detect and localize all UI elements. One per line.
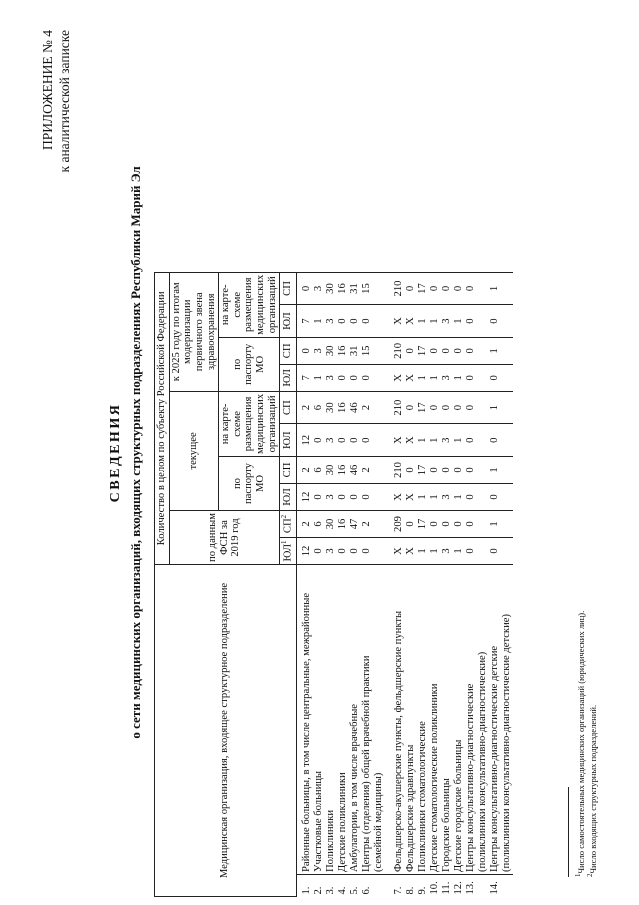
row-value [501, 337, 513, 364]
header-yul: ЮЛ [280, 364, 296, 391]
row-org-name: Фельдшерские здравпункты [405, 565, 417, 875]
row-value: X [405, 364, 417, 391]
row-gap [385, 272, 393, 896]
row-org-name: Детские стоматологические поликлиники [429, 565, 441, 875]
row-value: 3 [441, 305, 453, 338]
row-value: 3 [325, 364, 337, 391]
row-value: 1 [489, 457, 501, 484]
row-value: 3 [313, 337, 325, 364]
row-value [373, 457, 385, 484]
row-value: 1 [453, 538, 465, 565]
row-value: 0 [296, 337, 313, 364]
row-org-name: Поликлиники стоматологические [417, 565, 429, 875]
row-value [373, 337, 385, 364]
footnote-2: $^2$Число входящих структурных подразделений. [586, 704, 598, 877]
document-title: СВЕДЕНИЯ [108, 402, 123, 503]
row-value: 0 [349, 424, 361, 457]
row-value: 16 [337, 272, 349, 305]
gap-cell [385, 305, 393, 338]
row-value: 0 [337, 364, 349, 391]
row-value: 2 [296, 511, 313, 538]
row-value: 47 [349, 511, 361, 538]
row-value: 0 [465, 511, 477, 538]
row-value: 6 [313, 511, 325, 538]
gap-cell [385, 511, 393, 538]
row-value: 12 [296, 484, 313, 511]
header-sp: СП [280, 337, 296, 364]
row-value: 1 [489, 391, 501, 424]
row-value: 0 [465, 424, 477, 457]
row-value: 0 [429, 511, 441, 538]
row-value: 210 [393, 457, 405, 484]
header-sp: СП [280, 272, 296, 305]
row-value: 0 [489, 424, 501, 457]
row-value: 0 [349, 364, 361, 391]
gap-cell [385, 364, 393, 391]
row-value: 17 [417, 272, 429, 305]
footnote-1: $^1$Число самостоятельных медицинских организаций (юридических лиц). [574, 610, 586, 877]
header-2025-map: на карте-схеме размещения медицинских организаций [219, 272, 280, 337]
row-number: 12. [452, 881, 464, 895]
table-row [373, 272, 385, 896]
row-value: X [393, 424, 405, 457]
row-value: 6 [313, 457, 325, 484]
row-value: 30 [325, 511, 337, 538]
row-value [501, 305, 513, 338]
row-value: X [405, 484, 417, 511]
row-org-name: (поликлиники консультативно-диагностические детские) [501, 565, 513, 875]
row-value: 0 [465, 272, 477, 305]
row-number: 3. [324, 886, 336, 895]
row-value: 1 [417, 538, 429, 565]
row-value: 0 [349, 538, 361, 565]
row-value: 1 [417, 364, 429, 391]
row-value [501, 364, 513, 391]
row-value: 0 [453, 457, 465, 484]
row-value: 210 [393, 272, 405, 305]
row-value [501, 391, 513, 424]
row-value: 3 [313, 272, 325, 305]
row-value: 3 [441, 424, 453, 457]
row-number: 5. [348, 886, 360, 895]
row-number: 2. [312, 886, 324, 895]
row-value: 0 [361, 484, 373, 511]
appendix-subtitle: к аналитической записке [57, 30, 72, 173]
row-org-name: Городские больницы [441, 565, 453, 875]
row-value: 2 [296, 457, 313, 484]
row-value: 1 [429, 484, 441, 511]
header-2025-passport: по паспорту МО [219, 337, 280, 391]
row-value [477, 272, 489, 305]
row-value: 0 [337, 305, 349, 338]
row-value [373, 538, 385, 565]
row-value: 15 [361, 272, 373, 305]
row-value: 30 [325, 391, 337, 424]
table-row [417, 272, 429, 896]
row-value: 3 [325, 484, 337, 511]
row-value: 0 [405, 272, 417, 305]
row-value: 0 [489, 364, 501, 391]
row-value: 17 [417, 457, 429, 484]
row-value: 1 [429, 538, 441, 565]
gap-cell [385, 538, 393, 565]
header-fsn: по данным ФСН за 2019 год [169, 511, 280, 565]
row-value: 7 [296, 364, 313, 391]
table-row [296, 272, 313, 896]
row-value: X [405, 424, 417, 457]
table-row [441, 272, 453, 896]
row-value: 210 [393, 391, 405, 424]
row-value: 0 [453, 391, 465, 424]
row-value: 0 [405, 337, 417, 364]
header-fsn-yul: $ЮЛ^1$ [280, 538, 296, 565]
table-row [453, 272, 465, 896]
row-value: 0 [441, 511, 453, 538]
row-number: 10. [428, 881, 440, 895]
row-value: 0 [429, 391, 441, 424]
row-number: 8. [404, 886, 416, 895]
header-yul: ЮЛ [280, 424, 296, 457]
row-value: 0 [465, 391, 477, 424]
row-value: 7 [296, 305, 313, 338]
row-value: 0 [465, 457, 477, 484]
table-row [325, 272, 337, 896]
row-value: 3 [441, 538, 453, 565]
medical-organizations-table [154, 272, 513, 897]
row-number: 14. [488, 881, 500, 895]
row-value: 3 [441, 484, 453, 511]
row-value: 3 [441, 364, 453, 391]
header-org: Медицинская организация, входящее структурное подразделение [155, 565, 297, 897]
header-current-map: на карте-схеме размещения медицинских организаций [219, 391, 280, 456]
row-value: 0 [361, 424, 373, 457]
row-org-name: Фельдшерско-акушерские пункты, фельдшерские пункты [393, 565, 405, 875]
row-value: 0 [405, 391, 417, 424]
row-value [373, 364, 385, 391]
row-value: 1 [453, 364, 465, 391]
row-value: 0 [453, 272, 465, 305]
row-value: 3 [325, 305, 337, 338]
row-value: 1 [453, 424, 465, 457]
row-number [477, 875, 489, 897]
table-row [349, 272, 361, 896]
table-row [489, 272, 501, 896]
row-value [501, 272, 513, 305]
row-value: 30 [325, 272, 337, 305]
row-value [501, 424, 513, 457]
gap-cell [385, 391, 393, 424]
row-value: 1 [313, 364, 325, 391]
row-org-name: (семейной медицины) [373, 565, 385, 875]
header-sp: СП [280, 391, 296, 424]
row-value: 0 [361, 364, 373, 391]
gap-cell [385, 484, 393, 511]
row-value: 0 [429, 457, 441, 484]
row-value: 0 [349, 305, 361, 338]
table-row [337, 272, 349, 896]
header-yul: ЮЛ [280, 484, 296, 511]
row-value: 0 [405, 457, 417, 484]
row-org-name: (поликлиники консультативно-диагностические) [477, 565, 489, 875]
row-value: 209 [393, 511, 405, 538]
table-row [465, 272, 477, 896]
row-value: 0 [405, 511, 417, 538]
row-value: 3 [325, 538, 337, 565]
row-value: 0 [361, 538, 373, 565]
row-value: 0 [429, 272, 441, 305]
row-value: 46 [349, 457, 361, 484]
footnote-separator [568, 787, 569, 877]
row-value [501, 511, 513, 538]
row-value: 0 [441, 457, 453, 484]
row-value: X [405, 305, 417, 338]
row-value: 0 [441, 272, 453, 305]
row-number: 11. [440, 881, 452, 895]
row-value: 16 [337, 457, 349, 484]
row-number: 13. [464, 881, 476, 895]
row-value: 0 [429, 337, 441, 364]
row-value: 1 [453, 484, 465, 511]
row-value: 0 [465, 484, 477, 511]
row-value: 6 [313, 391, 325, 424]
row-value: X [393, 538, 405, 565]
row-value [477, 484, 489, 511]
row-org-name: Детские городские больницы [453, 565, 465, 875]
row-org-name: Центры консультативно-диагностические [465, 565, 477, 875]
table-row [429, 272, 441, 896]
row-value [477, 391, 489, 424]
row-number [373, 875, 385, 897]
row-org-name: Районные больницы, в том числе центральные, межрайонные [296, 565, 313, 875]
gap-cell [385, 565, 393, 875]
row-org-name: Амбулатории, в том числе врачебные [349, 565, 361, 875]
row-value: X [393, 305, 405, 338]
document-subtitle: о сети медицинских организаций, входящих структурных подразделениях Республики Марий Эл [128, 166, 143, 739]
row-number: 6. [360, 886, 372, 895]
row-value: 30 [325, 457, 337, 484]
table-row [313, 272, 325, 896]
row-value: 0 [361, 305, 373, 338]
row-value: 2 [361, 391, 373, 424]
row-value [373, 305, 385, 338]
row-value: 0 [441, 337, 453, 364]
row-value: 0 [465, 364, 477, 391]
header-fsn-sp: $СП^2$ [280, 511, 296, 538]
row-number: 4. [336, 886, 348, 895]
row-value [373, 391, 385, 424]
row-value: 0 [313, 538, 325, 565]
row-value: 17 [417, 511, 429, 538]
row-value: 0 [489, 538, 501, 565]
row-number [501, 875, 513, 897]
row-value: 3 [325, 424, 337, 457]
appendix-number: ПРИЛОЖЕНИЕ № 4 [40, 30, 55, 151]
row-value: 1 [489, 272, 501, 305]
table-body [296, 272, 513, 896]
header-total: Количество в целом по субъекту Российской Федерации [155, 272, 170, 564]
row-value: 15 [361, 337, 373, 364]
row-value: 1 [489, 337, 501, 364]
row-value: 1 [429, 305, 441, 338]
row-value: 0 [489, 305, 501, 338]
row-value: 17 [417, 337, 429, 364]
row-value: 2 [296, 391, 313, 424]
row-value: 0 [465, 337, 477, 364]
row-org-name: Центры (отделения) общей врачебной практики [361, 565, 373, 875]
row-value: 0 [337, 538, 349, 565]
header-2025: к 2025 году по итогам модернизации первичного звена здравоохранения [169, 272, 219, 391]
table-row [501, 272, 513, 896]
header-sp: СП [280, 457, 296, 484]
row-value: 0 [465, 538, 477, 565]
row-value: 0 [441, 391, 453, 424]
row-value: 1 [417, 305, 429, 338]
row-value [477, 511, 489, 538]
row-value: X [405, 538, 417, 565]
header-yul: ЮЛ [280, 305, 296, 338]
row-value: X [393, 484, 405, 511]
row-value [373, 424, 385, 457]
row-value: 17 [417, 391, 429, 424]
row-value: 46 [349, 391, 361, 424]
row-value: 16 [337, 337, 349, 364]
table-row [477, 272, 489, 896]
row-org-name: Поликлиники [325, 565, 337, 875]
row-value: 16 [337, 391, 349, 424]
row-value: 16 [337, 511, 349, 538]
row-value: 1 [429, 364, 441, 391]
row-value [501, 457, 513, 484]
table-row [405, 272, 417, 896]
row-value: 1 [453, 305, 465, 338]
row-value [477, 424, 489, 457]
row-value: 210 [393, 337, 405, 364]
gap-cell [385, 424, 393, 457]
row-org-name: Участковые больницы [313, 565, 325, 875]
row-value: 0 [337, 484, 349, 511]
row-value: 0 [313, 424, 325, 457]
row-value: 31 [349, 337, 361, 364]
row-value [373, 272, 385, 305]
row-value: 1 [417, 424, 429, 457]
table-row [361, 272, 373, 896]
row-org-name: Детские поликлиники [337, 565, 349, 875]
gap-cell [385, 337, 393, 364]
gap-cell [385, 875, 393, 897]
row-value: 0 [313, 484, 325, 511]
row-value: 0 [465, 305, 477, 338]
row-value: 2 [361, 511, 373, 538]
row-org-name: Центры консультативно-диагностические детские [489, 565, 501, 875]
row-value: 0 [296, 272, 313, 305]
row-value [501, 538, 513, 565]
row-number: 1. [300, 886, 312, 895]
row-value: 12 [296, 538, 313, 565]
row-value: 0 [489, 484, 501, 511]
row-value [477, 337, 489, 364]
row-value: 1 [489, 511, 501, 538]
row-number: 9. [416, 886, 428, 895]
header-current: текущее [169, 391, 219, 510]
row-value [373, 511, 385, 538]
row-number: 7. [392, 886, 404, 895]
row-value [373, 484, 385, 511]
gap-cell [385, 457, 393, 484]
row-value: 0 [453, 511, 465, 538]
row-value [477, 538, 489, 565]
row-value [477, 457, 489, 484]
row-value: 0 [349, 484, 361, 511]
row-value: 2 [361, 457, 373, 484]
row-value: 1 [417, 484, 429, 511]
row-value: 30 [325, 337, 337, 364]
header-current-passport: по паспорту МО [219, 457, 280, 511]
table-row [393, 272, 405, 896]
row-value [477, 305, 489, 338]
gap-cell [385, 272, 393, 305]
row-value: 1 [429, 424, 441, 457]
row-value: 0 [453, 337, 465, 364]
row-value [477, 364, 489, 391]
row-value: 0 [337, 424, 349, 457]
row-value [501, 484, 513, 511]
row-value: X [393, 364, 405, 391]
row-value: 31 [349, 272, 361, 305]
row-value: 1 [313, 305, 325, 338]
row-value: 12 [296, 424, 313, 457]
